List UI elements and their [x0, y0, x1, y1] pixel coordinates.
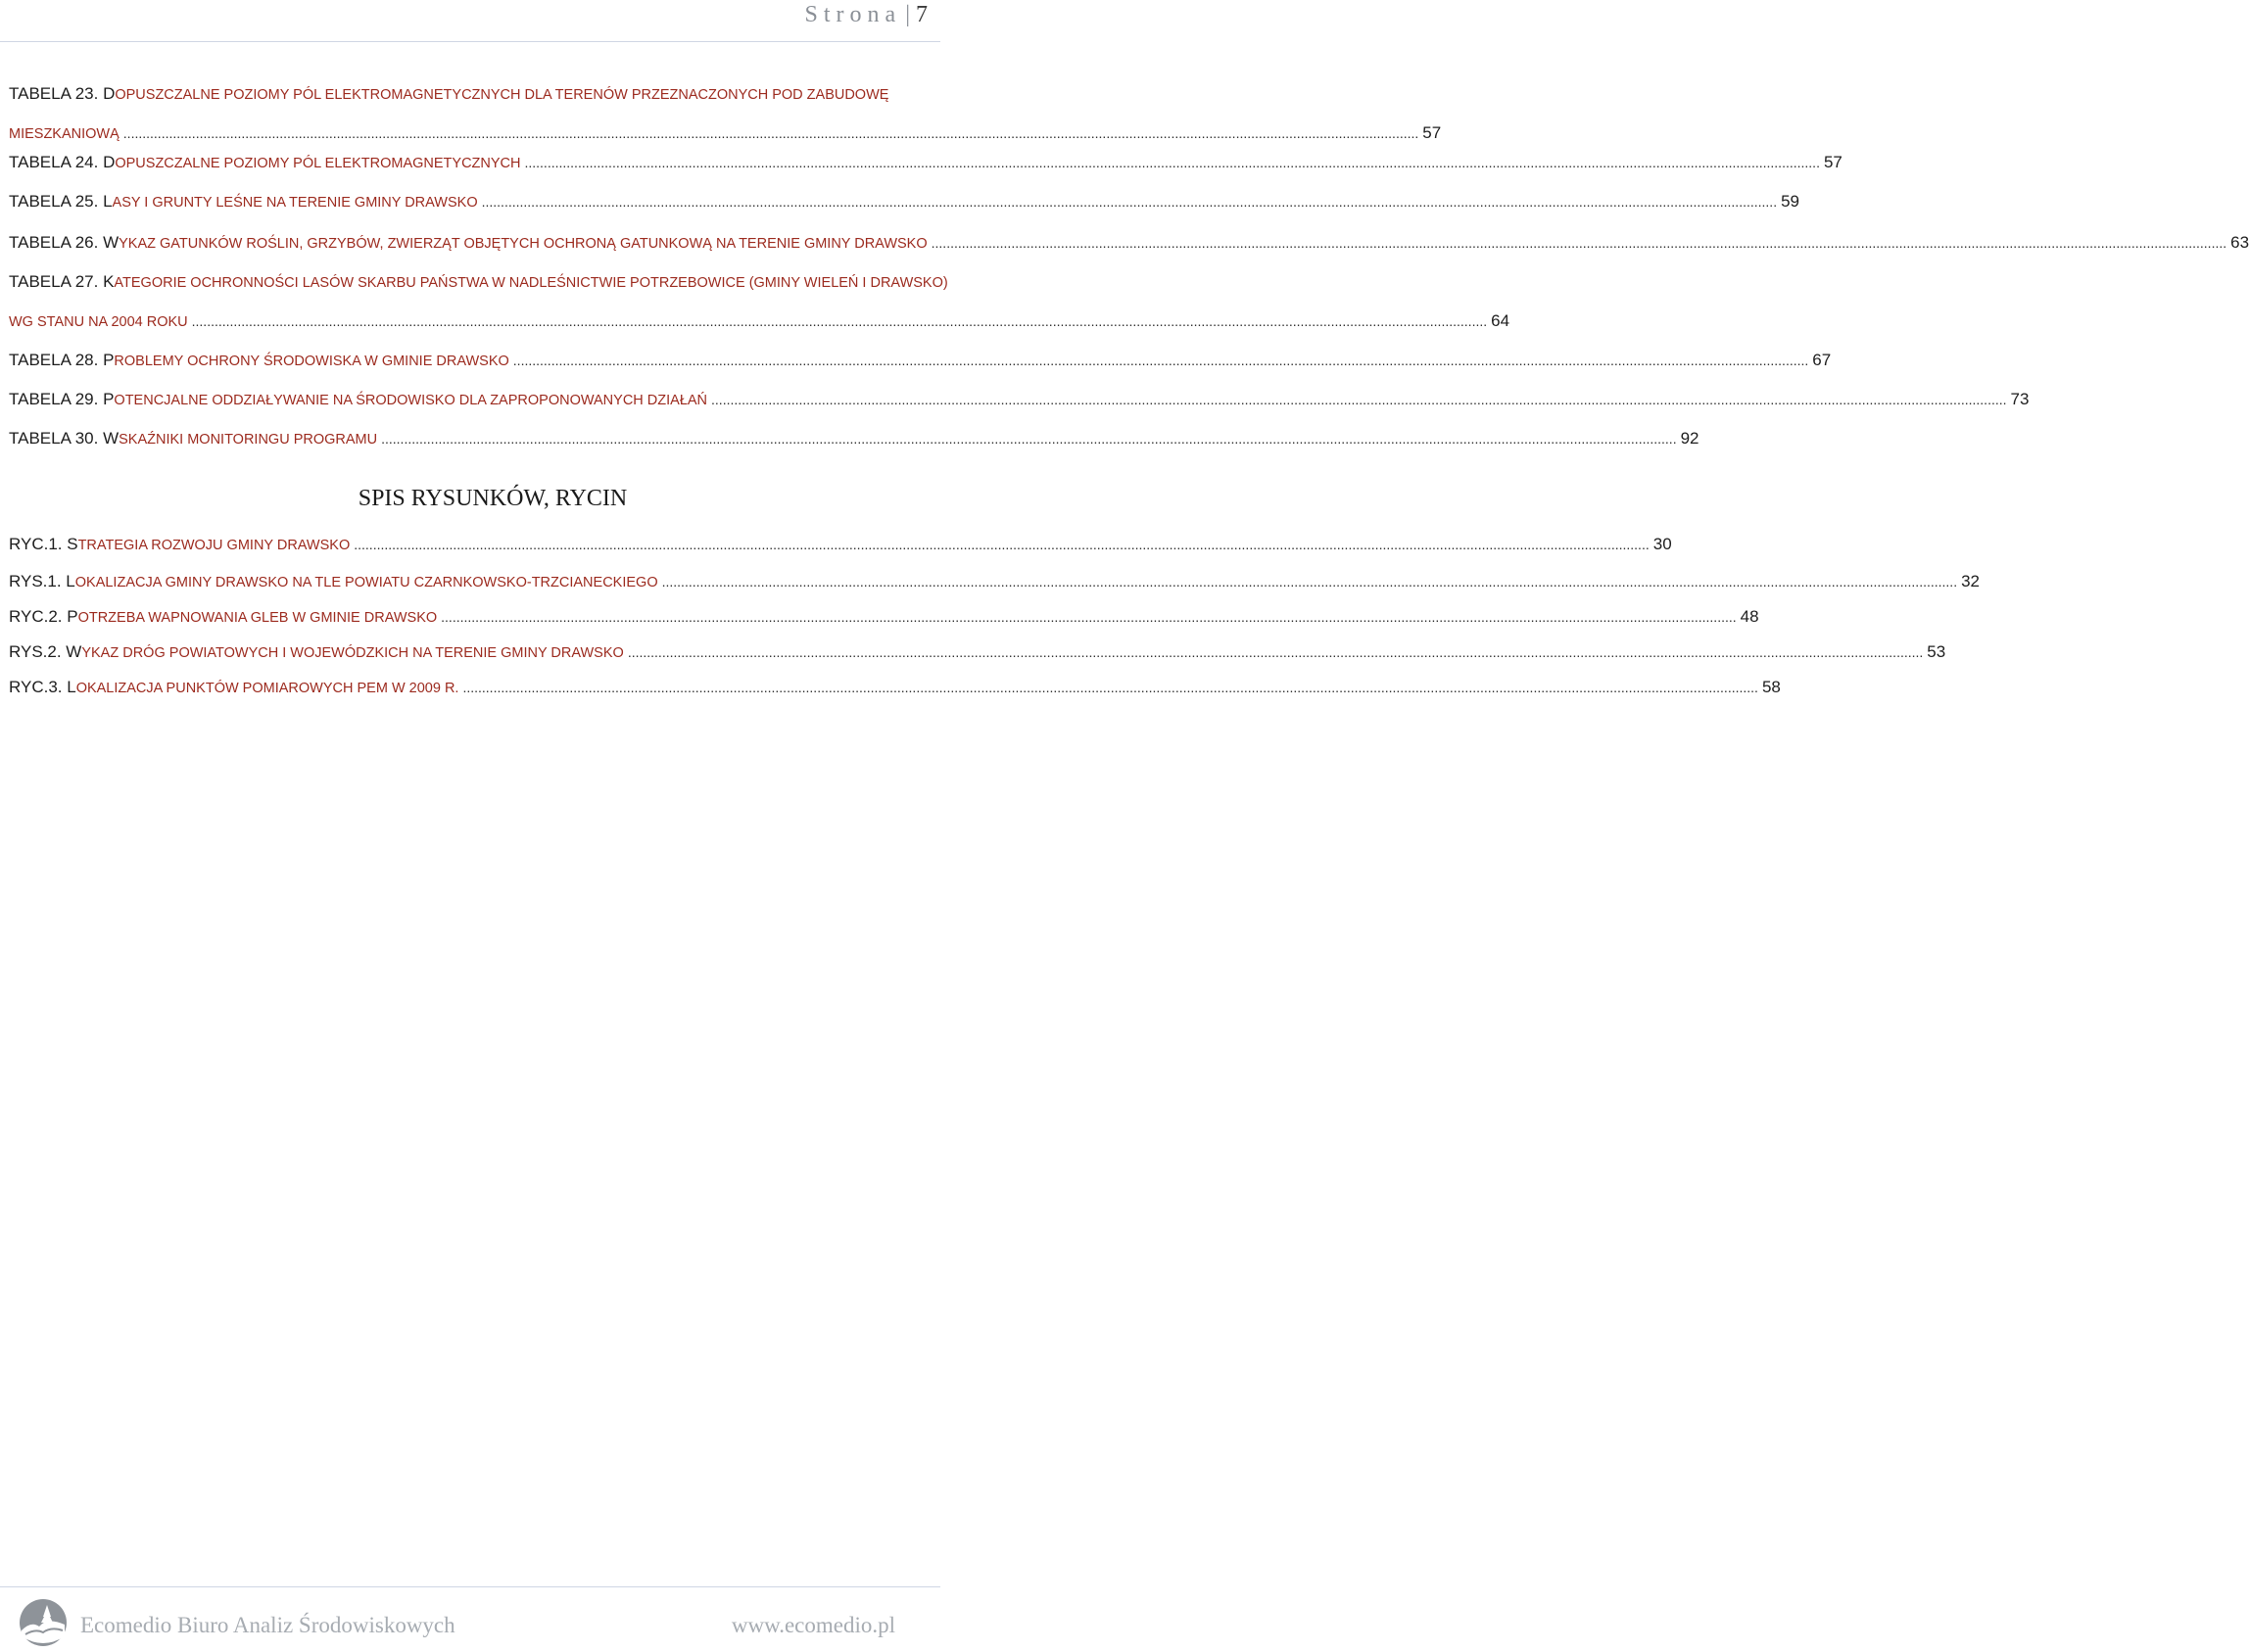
page-header [0, 0, 940, 42]
toc-entry[interactable] [9, 423, 1699, 448]
toc-entry-initial: R [9, 678, 21, 696]
toc-entry[interactable] [9, 672, 1781, 697]
toc-entry-text: SKAŹNIKI MONITORINGU PROGRAMU [119, 432, 378, 448]
toc-entry-initial: R [9, 535, 21, 553]
toc-entry[interactable] [9, 601, 1759, 627]
toc-entry-number: YS.1. L [20, 572, 75, 590]
toc-entry-number: ABELA 23. D [18, 84, 116, 103]
toc-entry-text: OKALIZACJA GMINY DRAWSKO NA TLE POWIATU CZARNKOWSKO-TRZCIANECKIEGO [74, 575, 658, 590]
page-label: Strona [804, 2, 902, 27]
toc-page-number: 30 [1652, 535, 1672, 553]
toc-entry[interactable] [9, 306, 1510, 331]
toc-entry[interactable] [9, 118, 1442, 143]
toc-leader-dots [932, 233, 2226, 253]
toc-entry-initial: T [9, 272, 19, 291]
toc-entry-initial: T [9, 153, 19, 171]
toc-entry-number: ABELA 24. D [18, 153, 116, 171]
toc-entry-number: ABELA 30. W [18, 429, 120, 448]
toc-entry-number: ABELA 25. L [18, 192, 113, 211]
toc-leader-dots [524, 153, 1819, 172]
toc-leader-dots [354, 535, 1649, 554]
toc-leader-dots [711, 390, 2006, 409]
toc-page-number: 59 [1781, 192, 1800, 211]
footer-company-name: Ecomedio Biuro Analiz Środowiskowych [80, 1613, 455, 1637]
toc-entry[interactable] [9, 186, 1800, 212]
toc-entry-title [9, 84, 888, 104]
toc-leader-dots [123, 123, 1418, 143]
toc-entry-number: ABELA 29. P [18, 390, 115, 408]
toc-page-number: 32 [1961, 572, 1981, 590]
toc-entry[interactable] [9, 384, 2030, 409]
toc-entry-text: OTRZEBA WAPNOWANIA GLEB W GMINIE DRAWSKO [77, 610, 438, 626]
toc-leader-dots [513, 351, 1808, 370]
toc-entry-title [9, 678, 458, 697]
toc-page-number: 92 [1680, 429, 1699, 448]
toc-leader-dots [628, 642, 1923, 662]
toc-entry-title [9, 429, 377, 448]
page-number: 7 [916, 2, 928, 27]
toc-entry-title [9, 272, 948, 292]
toc-entry-text: OKALIZACJA PUNKTÓW POMIAROWYCH PEM W 2009 R. [75, 681, 459, 696]
toc-entry-initial: T [9, 351, 19, 369]
toc-entry-initial: R [9, 572, 21, 590]
page-footer [0, 1586, 940, 1652]
toc-entry-text: WG STANU NA 2004 ROKU [9, 314, 188, 330]
toc-entry-initial: T [9, 390, 19, 408]
toc-entry-number: YC.3. L [20, 678, 76, 696]
toc-entry-text: ROBLEMY OCHRONY ŚRODOWISKA W GMINIE DRAWSKO [114, 354, 509, 369]
toc-entry[interactable] [9, 345, 1832, 370]
toc-entry-number: YC.2. P [20, 607, 78, 626]
toc-entry-number: ABELA 26. W [18, 233, 120, 252]
toc-entry-number: YS.2. W [20, 642, 82, 661]
toc-entry-text: OPUSZCZALNE POZIOMY PÓL ELEKTROMAGNETYCZNYCH DLA TERENÓW PRZEZNACZONYCH POD ZABUDOWĘ [115, 87, 889, 103]
toc-entry-title [9, 607, 437, 627]
toc-page-number: 48 [1740, 607, 1759, 626]
toc-page-number: 57 [1823, 153, 1842, 171]
toc-entry-title [9, 233, 928, 253]
toc-entry[interactable] [9, 566, 1981, 591]
toc-leader-dots [192, 311, 1487, 331]
toc-page-number: 53 [1927, 642, 1946, 661]
toc-entry-number: YC.1. S [20, 535, 78, 553]
toc-entry-title [9, 153, 520, 172]
toc-entry[interactable] [9, 227, 2249, 253]
toc-entry-initial: T [9, 233, 19, 252]
toc-entry-number: ABELA 28. P [18, 351, 115, 369]
toc-entry[interactable] [9, 147, 1842, 172]
toc-entry-text: OTENCJALNE ODDZIAŁYWANIE NA ŚRODOWISKO DLA ZAPROPONOWANYCH DZIAŁAŃ [114, 393, 708, 408]
company-logo-icon [18, 1597, 69, 1648]
toc-page-number: 63 [2230, 233, 2249, 252]
toc-entry-text: ATEGORIE OCHRONNOŚCI LASÓW SKARBU PAŃSTWA W NADLEŚNICTWIE POTRZEBOWICE (GMINY WIELEŃ I DRAWSKO) [114, 275, 948, 291]
toc-leader-dots [482, 192, 1777, 212]
toc-entry-text: TRATEGIA ROZWOJU GMINY DRAWSKO [77, 538, 351, 553]
toc-page-number: 58 [1761, 678, 1781, 696]
toc-entry-initial: T [9, 84, 19, 103]
toc-entry[interactable] [9, 637, 1946, 662]
toc-leader-dots [462, 678, 1757, 697]
toc-page-number: 64 [1491, 311, 1510, 330]
toc-entry-initial: T [9, 429, 19, 448]
toc-leader-dots [441, 607, 1736, 627]
toc-entry[interactable] [9, 266, 948, 292]
footer-website: www.ecomedio.pl [731, 1613, 895, 1637]
toc-page-number: 73 [2010, 390, 2030, 408]
toc-entry-title [9, 192, 478, 212]
toc-leader-dots [662, 572, 1957, 591]
toc-entry-initial: R [9, 607, 21, 626]
toc-entry[interactable] [9, 78, 932, 104]
toc-entry-title [9, 351, 509, 370]
toc-entry-initial: R [9, 642, 21, 661]
page-separator: | [905, 2, 910, 27]
toc-entry-text: YKAZ GATUNKÓW ROŚLIN, GRZYBÓW, ZWIERZĄT OBJĘTYCH OCHRONĄ GATUNKOWĄ NA TERENIE GMINY DRAWSKO [119, 236, 928, 252]
toc-entry-initial: T [9, 192, 19, 211]
toc-entry-title [9, 123, 120, 143]
toc-leader-dots [381, 429, 1676, 448]
toc-entry-text: ASY I GRUNTY LEŚNE NA TERENIE GMINY DRAWSKO [112, 195, 478, 211]
toc-entry-text: MIESZKANIOWĄ [9, 126, 120, 142]
toc-entry-title [9, 572, 658, 591]
toc-entry-title [9, 390, 707, 409]
toc-entry-title [9, 311, 188, 331]
toc-entry-title [9, 535, 350, 554]
toc-entry-text: OPUSZCZALNE POZIOMY PÓL ELEKTROMAGNETYCZNYCH [115, 156, 521, 171]
page-indicator [805, 2, 928, 28]
toc-page-number: 57 [1422, 123, 1442, 142]
toc-entry-text: YKAZ DRÓG POWIATOWYCH I WOJEWÓDZKICH NA TERENIE GMINY DRAWSKO [81, 645, 624, 661]
toc-page-number: 67 [1812, 351, 1832, 369]
figures-section-title: SPIS RYSUNKÓW, RYCIN [358, 486, 628, 511]
toc-entry-title [9, 642, 624, 662]
toc-entry-number: ABELA 27. K [18, 272, 115, 291]
toc-entry[interactable] [9, 529, 1672, 554]
